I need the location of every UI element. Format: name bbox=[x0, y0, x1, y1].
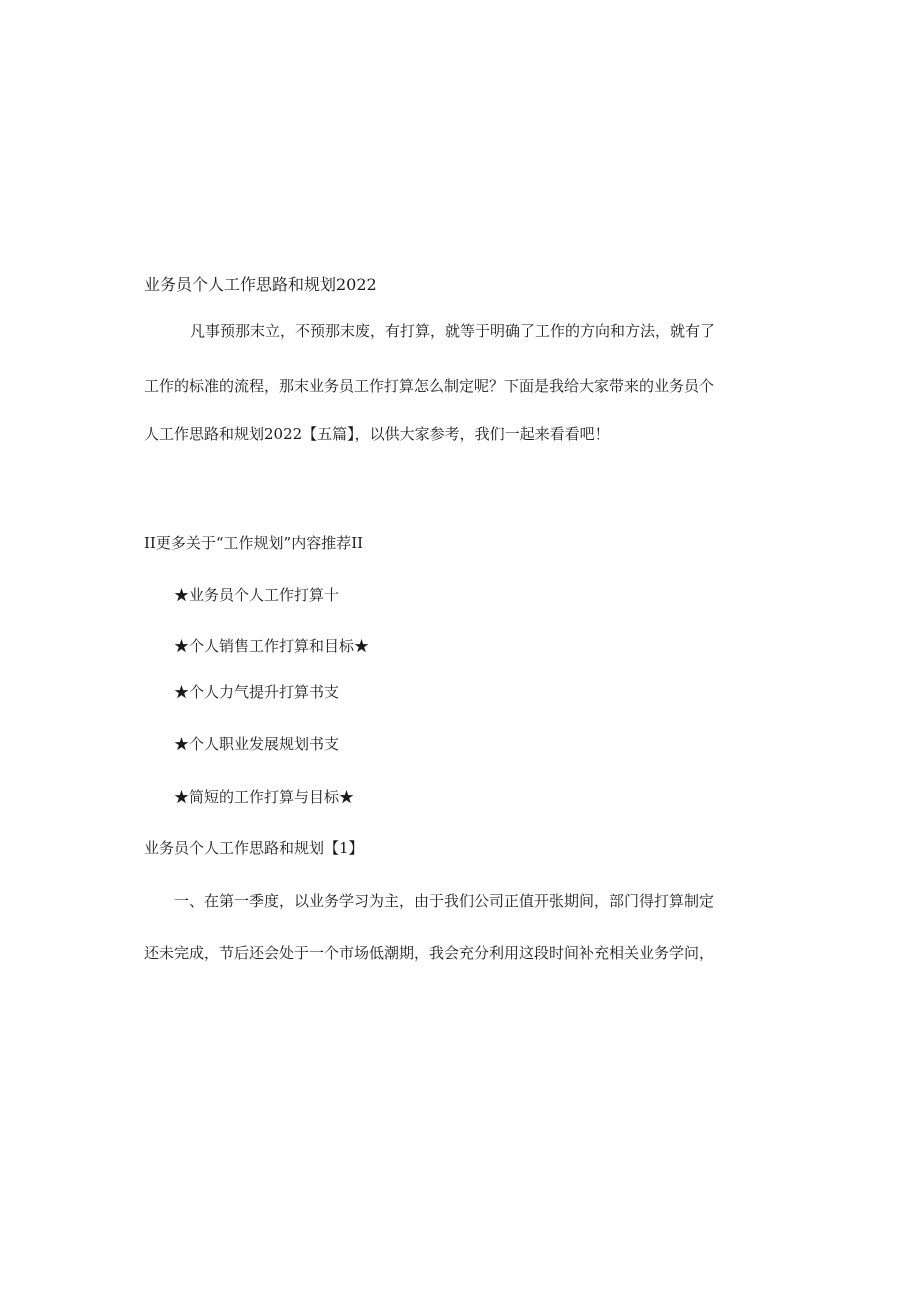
document-title: 业务员个人工作思路和规划2022 bbox=[144, 275, 377, 294]
intro-paragraph-line-3: 人工作思路和规划2022【五篇】，以供大家参考，我们一起来看看吧！ bbox=[144, 425, 610, 443]
section-paragraph-line-2: 还未完成，节后还会处于一个市场低潮期，我会充分利用这段时间补充相关业务学问， bbox=[144, 944, 715, 962]
section-heading: 业务员个人工作思路和规划【1】 bbox=[144, 839, 364, 857]
recommend-link-1[interactable]: ★业务员个人工作打算十 bbox=[174, 586, 340, 604]
recommend-link-4[interactable]: ★个人职业发展规划书支 bbox=[174, 735, 340, 753]
section-paragraph-line-1: 一、在第一季度，以业务学习为主，由于我们公司正值开张期间，部门得打算制定 bbox=[174, 892, 715, 910]
recommend-header: II更多关于“工作规划”内容推荐II bbox=[144, 534, 364, 552]
intro-paragraph-line-1: 凡事预那末立，不预那末废，有打算，就等于明确了工作的方向和方法，就有了 bbox=[190, 322, 716, 340]
intro-paragraph-line-2: 工作的标准的流程，那末业务员工作打算怎么制定呢？下面是我给大家带来的业务员个 bbox=[144, 377, 715, 395]
recommend-link-3[interactable]: ★个人力气提升打算书支 bbox=[174, 683, 340, 701]
recommend-link-2[interactable]: ★个人销售工作打算和目标★ bbox=[174, 637, 370, 655]
recommend-link-5[interactable]: ★简短的工作打算与目标★ bbox=[174, 788, 355, 806]
